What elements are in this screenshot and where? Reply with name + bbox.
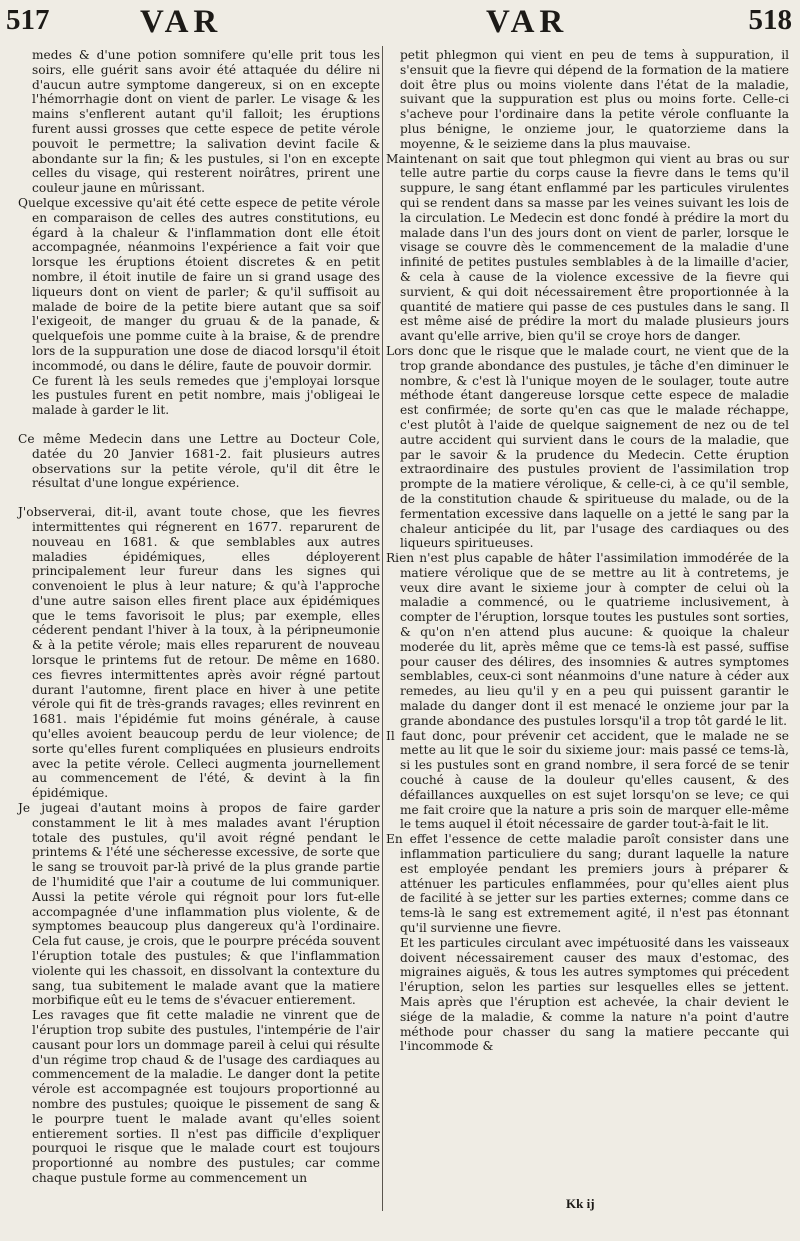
paragraph: Rien n'est plus capable de hâter l'assimilation immodérée de la matiere vérolique que de se mettre au lit à contretems, je veux dire avant le sixieme jour à compter de celui où la maladie a commencé, ou le quatrieme inclusivement, à compter de l'éruption, lorsque toutes les pustules sont sorties, & qu'on n'en attend plus aucune: & quoique la chaleur moderée du lit, après même que ce tems-là est passé, suffise pour causer des délires, des insomnies & autres symptomes semblables, ceux-ci sont néanmoins d'une nature à céder aux remedes, au lieu qu'il y en a peu qui puissent garantir le malade du danger dont il est menacé le onzieme jour par la grande abondance des pustules lorsqu'il a trop tôt gardé le lit. [386, 551, 789, 728]
paragraph: Ce même Medecin dans une Lettre au Docteur Cole, datée du 20 Janvier 1681-2. fait plusieurs autres observations sur la petite vérole, qu'il dit être le résultat d'une longue expérience. [18, 431, 380, 491]
paragraph: Et les particules circulant avec impétuosité dans les vaisseaux doivent nécessairement causer des maux d'estomac, des migraines aiguës, & tous les autres symptomes qui précedent l'éruption, selon les parties sur lesquelles elles se jettent. Mais après que l'éruption est achevée, la chair devient le siége de la maladie, & comme la nature n'a point d'autre méthode pour chasser du sang la matiere peccante qui l'incommode & [400, 935, 789, 1054]
paragraph: J'observerai, dit-il, avant toute chose, que les fievres intermittentes qui régnerent en 1677. reparurent de nouveau en 1681. & que semblables aux autres maladies épidémiques, elles déployerent principalement leur fureur dans les signes qui convenoient le plus à leur nature; & qu'à l'approche d'une autre saison elles firent place aux épidémiques que le tems favorisoit le plus; par exemple, elles céderent pendant l'hiver à la toux, à la péripneumonie & à la petite vérole; mais elles reparurent de nouveau lorsque le printems fut de retour. De même en 1680. ces fievres intermittentes après avoir régné partout durant l'automne, firent place en hiver à une petite vérole qui fit de très-grands ravages; elles revinrent en 1681. mais l'épidémie fut moins générale, à cause qu'elles avoient beaucoup perdu de leur violence; de sorte qu'elles furent compliquées en plusieurs endroits avec la petite vérole. Celleci augmenta journellement au commencement de l'été, & devint à la fin épidémique. [18, 505, 380, 801]
paragraph: Ce furent là les seuls remedes que j'employai lorsque les pustules furent en petit nombre, mais j'obligeai le malade à garder le lit. [32, 373, 380, 418]
signature-mark: Kk ij [566, 1196, 595, 1211]
paragraph: Maintenant on sait que tout phlegmon qui vient au bras ou sur telle autre partie du corps cause la fievre dans le tems qu'il suppure, le sang étant enflammé par les particules virulentes qui se rendent dans sa masse par les veines suivant les lois de la circulation. Le Medecin est donc fondé à prédire la mort du malade dans l'un des jours dont on vient de parler, lorsque le visage se couvre dès le commencement de la maladie d'une infinité de petites pustules semblables à de la limaille d'acier, & cela à cause de la violence excessive de la fievre qui survient, & qui doit nécessairement être proportionnée à la quantité de matiere qui passe de ces pustules dans le sang. Il est même aisé de prédire la mort du malade plusieurs jours avant qu'elle arrive, bien qu'il se croye hors de danger. [386, 151, 789, 344]
paragraph: Il faut donc, pour prévenir cet accident, que le malade ne se mette au lit que le soir du sixieme jour: mais passé ce tems-là, si les pustules sont en grand nombre, il sera forcé de se tenir couché à cause de la douleur qu'elles causent, & des défaillances auxquelles on est sujet lorsqu'on se leve; ce qui me fait croire que la nature a pris soin de marquer elle-même le tems auquel il étoit nécessaire de garder tout-à-fait le lit. [386, 728, 789, 832]
running-head-right: VAR [486, 4, 569, 40]
column-divider [382, 46, 383, 1211]
page-number-left: 517 [6, 4, 50, 36]
page-number-right: 518 [748, 4, 792, 36]
paragraph: Les ravages que fit cette maladie ne vinrent que de l'éruption trop subite des pustules, l'intempérie de l'air causant pour lors un dommage pareil à celui qui résulte d'un régime trop chaud & de l'usage des cardiaques au commencement de la maladie. Le danger dont la petite vérole est accompagnée est toujours proportionné au nombre des pustules; quoique le pissement de sang & le pourpre tuent le malade avant qu'elles soient entierement sorties. Il n'est pas difficile d'expliquer pourquoi le risque que le malade court est toujours proportionné au nombre des pustules; car comme chaque pustule forme au commencement un [32, 1008, 380, 1185]
paragraph: Je jugeai d'autant moins à propos de faire garder constamment le lit à mes malades avant l'éruption totale des pustules, qu'il avoit régné pendant le printems & l'été une sécheresse excessive, de sorte que le sang se trouvoit par-là privé de la plus grande partie de l'humidité que l'air a coutume de lui communiquer. Aussi la petite vérole qui régnoit pour lors fut-elle accompagnée d'une inflammation plus violente, & de symptomes beaucoup plus dangereux qu'à l'ordinaire. Cela fut cause, je crois, que le pourpre précéda souvent l'éruption totale des pustules; & que l'inflammation violente qui les chassoit, en dissolvant la contexture du sang, tua subitement le malade avant que la matiere morbifique eût eu le tems de s'évacuer entierement. [18, 801, 380, 1008]
paragraph: En effet l'essence de cette maladie paroît consister dans une inflammation particuliere du sang; durant laquelle la nature est employée pendant les premiers jours à préparer & atténuer les particules enflammées, pour qu'elles aient plus de facilité à se jetter sur les parties externes; comme dans ce tems-là le sang est extremement agité, il n'est pas étonnant qu'il survienne une fievre. [386, 832, 789, 936]
paragraph: Lors donc que le risque que le malade court, ne vient que de la trop grande abondance des pustules, je tâche d'en diminuer le nombre, & c'est là l'unique moyen de le soulager, toute autre méthode étant dangereuse lorsque cette espece de maladie est confirmée; de sorte qu'en cas que le malade réchappe, c'est plutôt à l'aide de quelque saignement de nez ou de tel autre accident qui survient dans le cours de la maladie, que par le savoir & la prudence du Medecin. Cette éruption extraordinaire des pustules provient de l'assimilation trop prompte de la matiere vérolique, & celle-ci, à ce qu'il semble, de la constitution chaude & spiritueuse du malade, ou de la fermentation excessive dans laquelle on a jetté le sang par la chaleur anticipée du lit, par l'usage des cardiaques ou des liqueurs spiritueuses. [386, 343, 789, 551]
right-column [386, 48, 789, 1054]
paragraph: Quelque excessive qu'ait été cette espece de petite vérole en comparaison de celles des autres constitutions, eu égard à la chaleur & l'inflammation dont elle étoit accompagnée, néanmoins l'expérience a fait voir que lorsque les éruptions étoient discretes & en petit nombre, il étoit inutile de faire un si grand usage des liqueurs dont on vient de parler; & qu'il suffisoit au malade de boire de la petite biere autant que sa soif l'exigeoit, de manger du gruau & de la panade, & quelquefois une pomme cuite à la braise, & de prendre lors de la suppuration une dose de diacod lorsqu'il étoit incommodé, ou dans le délire, faute de pouvoir dormir. [18, 195, 380, 373]
paragraph: medes & d'une potion somnifere qu'elle prit tous les soirs, elle guérit sans avoir été attaquée du délire ni d'aucun autre symptome dangereux, si on en excepte l'hémorrhagie dont on vient de parler. Le visage & les mains s'enflerent autant qu'il falloit; les éruptions furent aussi grosses que cette espece de petite vérole pouvoit le permettre; la salivation devint facile & abondante sur la fin; & les pustules, si l'on en excepte celles du visage, qui resterent noirâtres, prirent une couleur jaune en mûrissant. [32, 48, 380, 196]
left-column [18, 48, 380, 1186]
running-head-left: VAR [140, 4, 223, 40]
paragraph: petit phlegmon qui vient en peu de tems à suppuration, il s'ensuit que la fievre qui dépend de la formation de la matiere doit être plus ou moins violente dans l'état de la maladie, suivant que la suppuration est plus ou moins forte. Celle-ci s'acheve pour l'ordinaire dans la petite vérole confluante la plus bénigne, le onzieme jour, le quatorzieme dans la moyenne, & le seizieme dans la plus mauvaise. [400, 48, 789, 151]
